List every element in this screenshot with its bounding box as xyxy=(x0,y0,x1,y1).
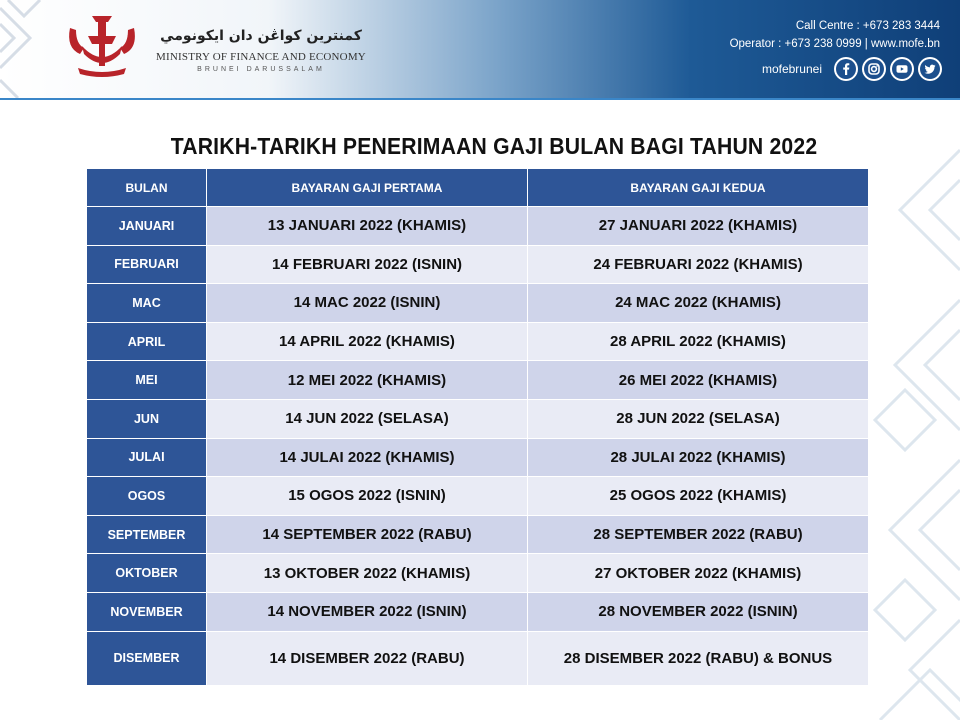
brunei-crest-logo xyxy=(62,14,142,82)
table-row xyxy=(87,361,869,400)
table-row xyxy=(87,322,869,361)
month-cell: APRIL xyxy=(87,322,207,361)
table-row xyxy=(87,438,869,477)
first-payment-cell: 14 JUN 2022 (SELASA) xyxy=(207,399,528,438)
social-handle: mofebrunei xyxy=(761,62,822,76)
youtube-icon[interactable] xyxy=(890,57,914,81)
first-payment-cell: 14 APRIL 2022 (KHAMIS) xyxy=(207,322,528,361)
facebook-icon[interactable] xyxy=(834,57,858,81)
table-row xyxy=(87,515,869,554)
month-cell: OKTOBER xyxy=(87,554,207,593)
column-header-second-payment: BAYARAN GAJI KEDUA xyxy=(528,169,869,207)
first-payment-cell: 14 JULAI 2022 (KHAMIS) xyxy=(207,438,528,477)
call-centre-text: Call Centre : +673 283 3444 xyxy=(795,20,940,32)
ministry-name: MINISTRY OF FINANCE AND ECONOMY xyxy=(156,51,366,63)
table-row xyxy=(87,592,869,631)
month-cell: JUN xyxy=(87,399,207,438)
second-payment-cell: 25 OGOS 2022 (KHAMIS) xyxy=(528,477,869,516)
table-row xyxy=(87,631,869,685)
month-cell: DISEMBER xyxy=(87,631,207,685)
table-row xyxy=(87,245,869,284)
first-payment-cell: 13 OKTOBER 2022 (KHAMIS) xyxy=(207,554,528,593)
first-payment-cell: 13 JANUARI 2022 (KHAMIS) xyxy=(207,207,528,246)
contact-info xyxy=(730,17,940,53)
header-banner xyxy=(0,0,960,100)
month-cell: FEBRUARI xyxy=(87,245,207,284)
second-payment-cell: 28 JULAI 2022 (KHAMIS) xyxy=(528,438,869,477)
table-row xyxy=(87,554,869,593)
first-payment-cell: 14 DISEMBER 2022 (RABU) xyxy=(207,631,528,685)
column-header-month: BULAN xyxy=(87,169,207,207)
second-payment-cell: 26 MEI 2022 (KHAMIS) xyxy=(528,361,869,400)
first-payment-cell: 15 OGOS 2022 (ISNIN) xyxy=(207,477,528,516)
first-payment-cell: 12 MEI 2022 (KHAMIS) xyxy=(207,361,528,400)
second-payment-cell: 27 JANUARI 2022 (KHAMIS) xyxy=(528,207,869,246)
second-payment-cell: 27 OKTOBER 2022 (KHAMIS) xyxy=(528,554,869,593)
first-payment-cell: 14 SEPTEMBER 2022 (RABU) xyxy=(207,515,528,554)
ministry-subtitle: BRUNEI DARUSSALAM xyxy=(197,66,325,73)
social-links xyxy=(762,57,942,81)
header-pattern xyxy=(0,0,70,98)
second-payment-cell: 28 SEPTEMBER 2022 (RABU) xyxy=(528,515,869,554)
page-title: TARIKH-TARIKH PENERIMAAN GAJI BULAN BAGI TAHUN 2022 xyxy=(170,133,818,159)
second-payment-cell: 28 DISEMBER 2022 (RABU) & BONUS xyxy=(528,631,869,685)
ministry-name-jawi: كمنترين كواڠن دان ايكونومي xyxy=(160,28,362,44)
month-cell: MEI xyxy=(87,361,207,400)
table-row xyxy=(87,477,869,516)
second-payment-cell: 24 FEBRUARI 2022 (KHAMIS) xyxy=(528,245,869,284)
twitter-icon[interactable] xyxy=(918,57,942,81)
table-row xyxy=(87,399,869,438)
month-cell: NOVEMBER xyxy=(87,592,207,631)
first-payment-cell: 14 NOVEMBER 2022 (ISNIN) xyxy=(207,592,528,631)
table-header-row xyxy=(87,169,869,207)
table-row xyxy=(87,284,869,323)
operator-text: Operator : +673 238 0999 | www.mofe.bn xyxy=(729,38,940,50)
first-payment-cell: 14 FEBRUARI 2022 (ISNIN) xyxy=(207,245,528,284)
second-payment-cell: 28 NOVEMBER 2022 (ISNIN) xyxy=(528,592,869,631)
table-row xyxy=(87,207,869,246)
month-cell: MAC xyxy=(87,284,207,323)
month-cell: OGOS xyxy=(87,477,207,516)
instagram-icon[interactable] xyxy=(862,57,886,81)
month-cell: SEPTEMBER xyxy=(87,515,207,554)
salary-schedule-table xyxy=(86,168,869,686)
header-divider xyxy=(0,98,960,100)
second-payment-cell: 28 APRIL 2022 (KHAMIS) xyxy=(528,322,869,361)
column-header-first-payment: BAYARAN GAJI PERTAMA xyxy=(207,169,528,207)
right-pattern xyxy=(875,150,960,720)
month-cell: JANUARI xyxy=(87,207,207,246)
month-cell: JULAI xyxy=(87,438,207,477)
second-payment-cell: 24 MAC 2022 (KHAMIS) xyxy=(528,284,869,323)
second-payment-cell: 28 JUN 2022 (SELASA) xyxy=(528,399,869,438)
first-payment-cell: 14 MAC 2022 (ISNIN) xyxy=(207,284,528,323)
